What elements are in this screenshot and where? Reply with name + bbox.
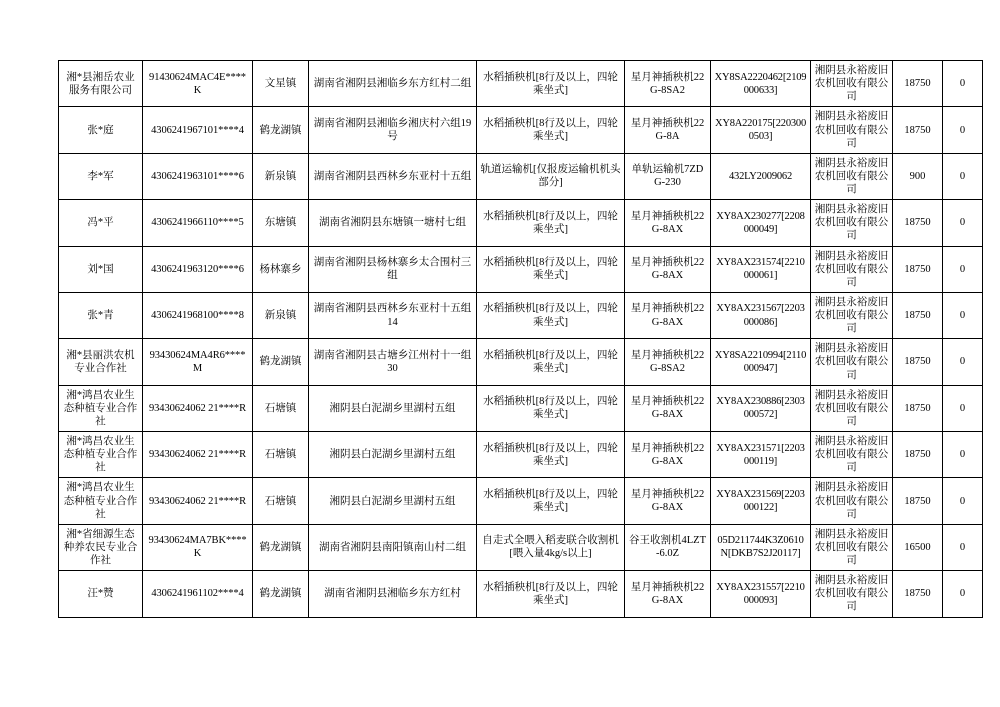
cell-id-code: 93430624MA7BK****K xyxy=(143,524,253,570)
cell-id-code: 93430624062 21****R xyxy=(143,432,253,478)
cell-id-code: 93430624062 21****R xyxy=(143,478,253,524)
table-row xyxy=(59,200,983,246)
cell-machine-type: 水稻插秧机[8行及以上，四轮乘坐式] xyxy=(477,571,625,617)
cell-address: 湖南省湘阴县杨林寨乡太合围村三组 xyxy=(309,246,477,292)
cell-town: 鹤龙湖镇 xyxy=(253,339,309,385)
cell-town: 石塘镇 xyxy=(253,385,309,431)
cell-applicant: 湘*鸿昌农业生态种植专业合作社 xyxy=(59,432,143,478)
cell-serial-number: XY8AX231567[2203000086] xyxy=(711,292,811,338)
cell-id-code: 4306241968100****8 xyxy=(143,292,253,338)
cell-applicant: 张*青 xyxy=(59,292,143,338)
cell-town: 东塘镇 xyxy=(253,200,309,246)
cell-model-name: 星月神插秧机22G-8AX xyxy=(625,385,711,431)
cell-applicant: 湘*省细源生态种养农民专业合作社 xyxy=(59,524,143,570)
cell-model-name: 星月神插秧机22G-8AX xyxy=(625,432,711,478)
cell-model-name: 星月神插秧机22G-8AX xyxy=(625,478,711,524)
cell-serial-number: XY8A220175[2203000503] xyxy=(711,107,811,153)
cell-dealer: 湘阴县永裕废旧农机回收有限公司 xyxy=(811,478,893,524)
table-row xyxy=(59,107,983,153)
cell-machine-type: 自走式全喂入稻麦联合收割机[喂入量4kg/s以上] xyxy=(477,524,625,570)
cell-other: 0 xyxy=(943,153,983,199)
cell-machine-type: 水稻插秧机[8行及以上，四轮乘坐式] xyxy=(477,246,625,292)
cell-subsidy: 18750 xyxy=(893,385,943,431)
table-row xyxy=(59,524,983,570)
cell-model-name: 星月神插秧机22G-8AX xyxy=(625,571,711,617)
cell-address: 湖南省湘阴县湘临乡湘庆村六组19号 xyxy=(309,107,477,153)
cell-other: 0 xyxy=(943,292,983,338)
cell-machine-type: 水稻插秧机[8行及以上，四轮乘坐式] xyxy=(477,107,625,153)
cell-subsidy: 18750 xyxy=(893,478,943,524)
cell-dealer: 湘阴县永裕废旧农机回收有限公司 xyxy=(811,61,893,107)
cell-subsidy: 18750 xyxy=(893,61,943,107)
cell-other: 0 xyxy=(943,107,983,153)
cell-machine-type: 水稻插秧机[8行及以上，四轮乘坐式] xyxy=(477,61,625,107)
cell-address: 湖南省湘阴县湘临乡东方红村二组 xyxy=(309,61,477,107)
cell-machine-type: 轨道运输机[仅报废运输机机头部分] xyxy=(477,153,625,199)
table-row xyxy=(59,478,983,524)
cell-dealer: 湘阴县永裕废旧农机回收有限公司 xyxy=(811,200,893,246)
cell-serial-number: 432LY2009062 xyxy=(711,153,811,199)
cell-model-name: 星月神插秧机22G-8SA2 xyxy=(625,339,711,385)
cell-machine-type: 水稻插秧机[8行及以上，四轮乘坐式] xyxy=(477,385,625,431)
cell-applicant: 湘*鸿昌农业生态种植专业合作社 xyxy=(59,478,143,524)
cell-other: 0 xyxy=(943,339,983,385)
cell-address: 湘阴县白泥湖乡里湖村五组 xyxy=(309,385,477,431)
table-row xyxy=(59,153,983,199)
cell-town: 鹤龙湖镇 xyxy=(253,571,309,617)
cell-id-code: 4306241963120****6 xyxy=(143,246,253,292)
cell-subsidy: 18750 xyxy=(893,200,943,246)
cell-town: 杨林寨乡 xyxy=(253,246,309,292)
cell-subsidy: 18750 xyxy=(893,571,943,617)
cell-applicant: 湘*县湘岳农业服务有限公司 xyxy=(59,61,143,107)
cell-machine-type: 水稻插秧机[8行及以上，四轮乘坐式] xyxy=(477,478,625,524)
cell-address: 湖南省湘阴县东塘镇一塘村七组 xyxy=(309,200,477,246)
cell-town: 石塘镇 xyxy=(253,478,309,524)
cell-model-name: 星月神插秧机22G-8SA2 xyxy=(625,61,711,107)
cell-address: 湖南省湘阴县西林乡东亚村十五组14 xyxy=(309,292,477,338)
cell-subsidy: 900 xyxy=(893,153,943,199)
cell-serial-number: XY8AX231557[2210000093] xyxy=(711,571,811,617)
table-row xyxy=(59,385,983,431)
cell-address: 湖南省湘阴县西林乡东亚村十五组 xyxy=(309,153,477,199)
cell-dealer: 湘阴县永裕废旧农机回收有限公司 xyxy=(811,339,893,385)
cell-model-name: 星月神插秧机22G-8AX xyxy=(625,246,711,292)
cell-other: 0 xyxy=(943,385,983,431)
table-body xyxy=(59,61,983,618)
cell-other: 0 xyxy=(943,61,983,107)
cell-machine-type: 水稻插秧机[8行及以上，四轮乘坐式] xyxy=(477,292,625,338)
cell-machine-type: 水稻插秧机[8行及以上，四轮乘坐式] xyxy=(477,339,625,385)
cell-serial-number: XY8AX231569[2203000122] xyxy=(711,478,811,524)
cell-address: 湖南省湘阴县南阳镇南山村二组 xyxy=(309,524,477,570)
cell-model-name: 谷王收割机4LZT-6.0Z xyxy=(625,524,711,570)
cell-dealer: 湘阴县永裕废旧农机回收有限公司 xyxy=(811,107,893,153)
cell-other: 0 xyxy=(943,478,983,524)
table-row xyxy=(59,246,983,292)
cell-other: 0 xyxy=(943,524,983,570)
cell-dealer: 湘阴县永裕废旧农机回收有限公司 xyxy=(811,432,893,478)
cell-serial-number: XY8SA2220462[2109000633] xyxy=(711,61,811,107)
subsidy-table-container xyxy=(58,60,966,618)
cell-subsidy: 16500 xyxy=(893,524,943,570)
cell-subsidy: 18750 xyxy=(893,246,943,292)
cell-serial-number: XY8SA2210994[2110000947] xyxy=(711,339,811,385)
cell-other: 0 xyxy=(943,246,983,292)
cell-id-code: 93430624MA4R6****M xyxy=(143,339,253,385)
cell-applicant: 湘*县丽洪农机专业合作社 xyxy=(59,339,143,385)
cell-other: 0 xyxy=(943,432,983,478)
cell-serial-number: XY8AX231571[2203000119] xyxy=(711,432,811,478)
cell-address: 湖南省湘阴县古塘乡江州村十一组30 xyxy=(309,339,477,385)
cell-serial-number: 05D211744K3Z0610N[DKB7S2J20117] xyxy=(711,524,811,570)
cell-dealer: 湘阴县永裕废旧农机回收有限公司 xyxy=(811,385,893,431)
cell-model-name: 星月神插秧机22G-8AX xyxy=(625,292,711,338)
cell-dealer: 湘阴县永裕废旧农机回收有限公司 xyxy=(811,571,893,617)
cell-town: 文星镇 xyxy=(253,61,309,107)
table-row xyxy=(59,61,983,107)
table-row xyxy=(59,292,983,338)
cell-id-code: 4306241963101****6 xyxy=(143,153,253,199)
cell-subsidy: 18750 xyxy=(893,432,943,478)
cell-dealer: 湘阴县永裕废旧农机回收有限公司 xyxy=(811,246,893,292)
cell-town: 鹤龙湖镇 xyxy=(253,107,309,153)
cell-id-code: 4306241966110****5 xyxy=(143,200,253,246)
cell-dealer: 湘阴县永裕废旧农机回收有限公司 xyxy=(811,153,893,199)
cell-dealer: 湘阴县永裕废旧农机回收有限公司 xyxy=(811,292,893,338)
table-row xyxy=(59,432,983,478)
cell-applicant: 冯*平 xyxy=(59,200,143,246)
cell-applicant: 张*庭 xyxy=(59,107,143,153)
table-row xyxy=(59,571,983,617)
cell-town: 新泉镇 xyxy=(253,292,309,338)
cell-id-code: 4306241967101****4 xyxy=(143,107,253,153)
cell-machine-type: 水稻插秧机[8行及以上，四轮乘坐式] xyxy=(477,200,625,246)
cell-model-name: 星月神插秧机22G-8A xyxy=(625,107,711,153)
cell-model-name: 星月神插秧机22G-8AX xyxy=(625,200,711,246)
cell-other: 0 xyxy=(943,200,983,246)
cell-address: 湘阴县白泥湖乡里湖村五组 xyxy=(309,478,477,524)
cell-model-name: 单轨运输机7ZDG-230 xyxy=(625,153,711,199)
table-row xyxy=(59,339,983,385)
cell-other: 0 xyxy=(943,571,983,617)
cell-serial-number: XY8AX230277[2208000049] xyxy=(711,200,811,246)
cell-applicant: 湘*鸿昌农业生态种植专业合作社 xyxy=(59,385,143,431)
cell-town: 新泉镇 xyxy=(253,153,309,199)
subsidy-table xyxy=(58,60,983,618)
cell-applicant: 刘*国 xyxy=(59,246,143,292)
cell-town: 石塘镇 xyxy=(253,432,309,478)
cell-id-code: 91430624MAC4E****K xyxy=(143,61,253,107)
cell-serial-number: XY8AX231574[2210000061] xyxy=(711,246,811,292)
cell-applicant: 李*军 xyxy=(59,153,143,199)
cell-subsidy: 18750 xyxy=(893,292,943,338)
cell-serial-number: XY8AX230886[2303000572] xyxy=(711,385,811,431)
cell-address: 湘阴县白泥湖乡里湖村五组 xyxy=(309,432,477,478)
cell-dealer: 湘阴县永裕废旧农机回收有限公司 xyxy=(811,524,893,570)
cell-address: 湖南省湘阴县湘临乡东方红村 xyxy=(309,571,477,617)
cell-subsidy: 18750 xyxy=(893,339,943,385)
cell-id-code: 4306241961102****4 xyxy=(143,571,253,617)
cell-subsidy: 18750 xyxy=(893,107,943,153)
cell-id-code: 93430624062 21****R xyxy=(143,385,253,431)
cell-town: 鹤龙湖镇 xyxy=(253,524,309,570)
cell-machine-type: 水稻插秧机[8行及以上，四轮乘坐式] xyxy=(477,432,625,478)
cell-applicant: 汪*赞 xyxy=(59,571,143,617)
